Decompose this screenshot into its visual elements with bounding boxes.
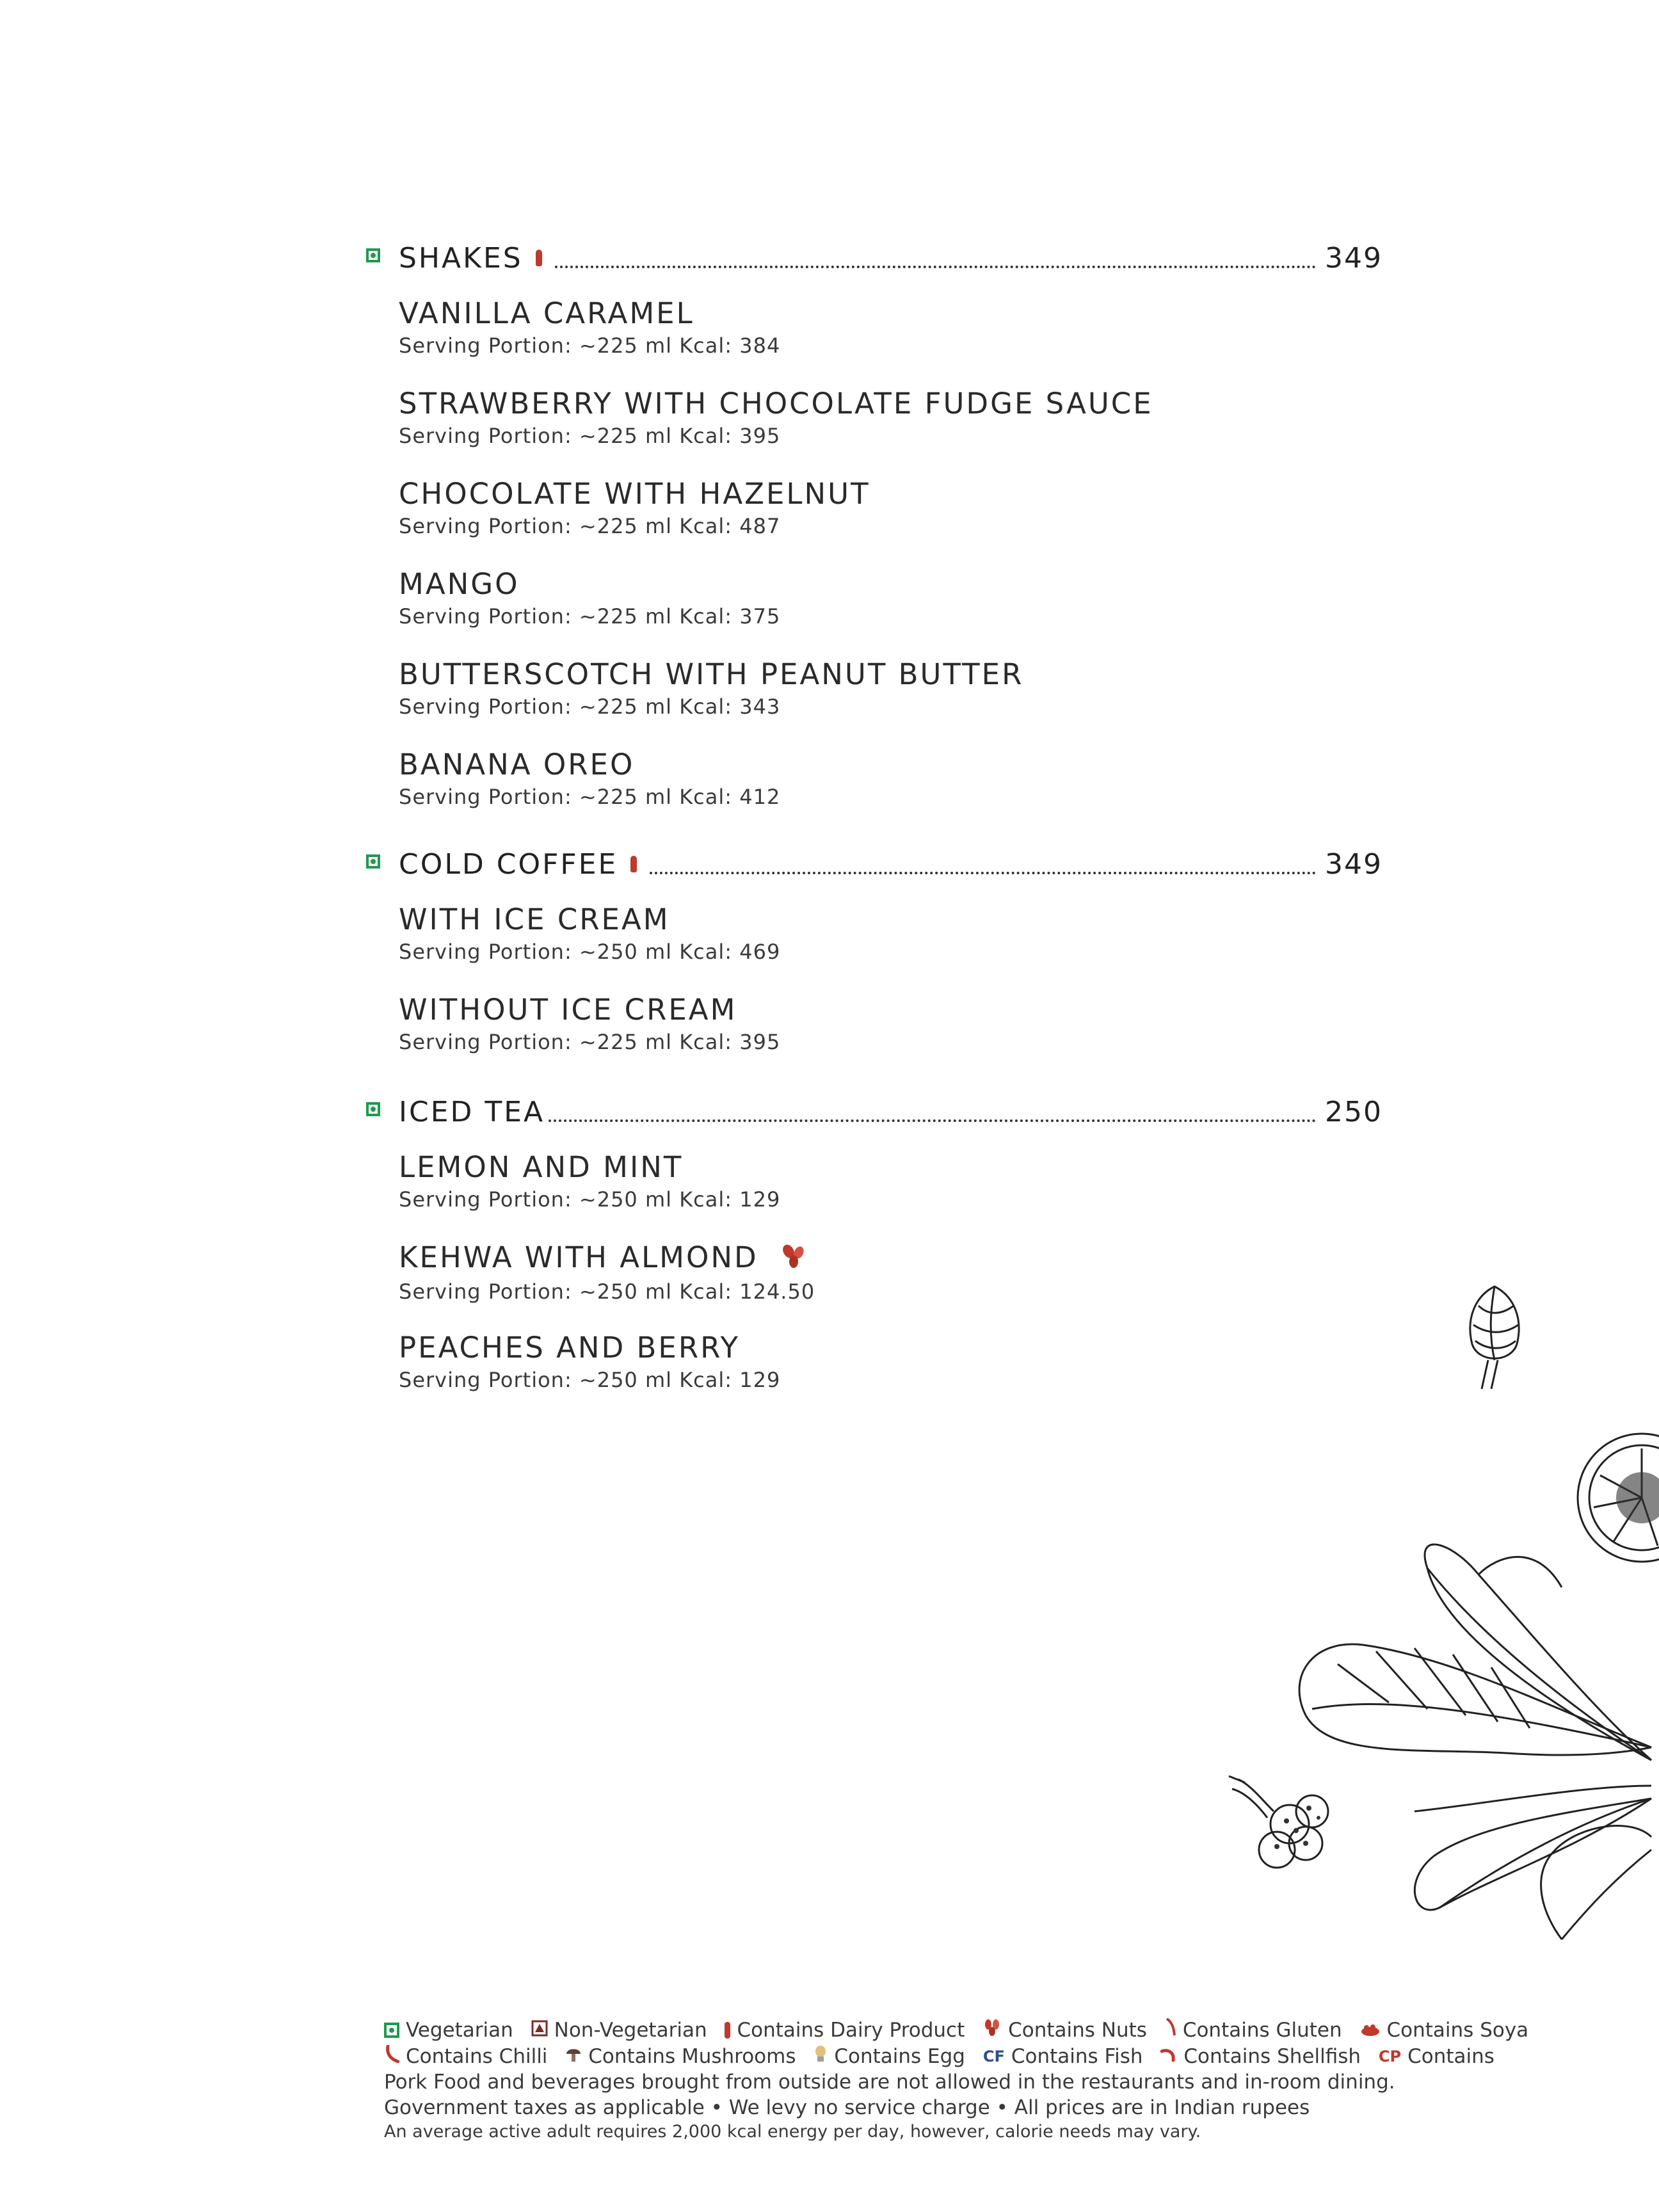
item-name: WITH ICE CREAM	[399, 902, 670, 936]
section-header	[358, 842, 1382, 886]
item-portion: Serving Portion: ~250 ml Kcal: 469	[399, 940, 781, 964]
item-portion: Serving Portion: ~225 ml Kcal: 395	[399, 424, 781, 448]
item-name: VANILLA CARAMEL	[399, 296, 694, 330]
shellfish-icon	[1160, 2044, 1177, 2069]
legend-mushrooms: Contains Mushrooms	[588, 2045, 796, 2068]
legend-shellfish: Contains Shellfish	[1183, 2045, 1361, 2068]
item-name: BUTTERSCOTCH WITH PEANUT BUTTER	[399, 657, 1024, 691]
footer	[384, 2016, 1529, 2144]
mushroom-icon	[565, 2044, 582, 2069]
section-shakes	[358, 236, 1382, 836]
leafy-vegetable-illustration	[1286, 1517, 1659, 1946]
item-name: CHOCOLATE WITH HAZELNUT	[399, 477, 870, 511]
section-header	[358, 1089, 1382, 1134]
item-portion: Serving Portion: ~225 ml Kcal: 343	[399, 694, 781, 719]
footer-kcal-note: An average active adult requires 2,000 kcal energy per day, however, calorie needs may vary.	[384, 2122, 1201, 2142]
section-price: 349	[1325, 241, 1382, 275]
veg-mark-icon	[384, 2023, 399, 2038]
section-header	[358, 236, 1382, 280]
footer-outside-food-line	[384, 2069, 1472, 2095]
pork-code-icon: CP	[1378, 2048, 1402, 2065]
veg-mark-icon	[366, 1102, 380, 1116]
section-title: COLD COFFEE	[399, 847, 618, 881]
menu-item	[399, 294, 1382, 385]
item-name-row	[399, 1238, 1382, 1279]
section-cold-coffee	[358, 842, 1382, 1081]
legend-egg: Contains Egg	[834, 2045, 965, 2068]
legend-chilli: Contains Chilli	[406, 2045, 548, 2068]
item-name: LEMON AND MINT	[399, 1150, 684, 1184]
dairy-icon	[536, 250, 542, 266]
item-name: WITHOUT ICE CREAM	[399, 993, 737, 1027]
legend-dairy: Contains Dairy Product	[737, 2018, 965, 2042]
veg-mark-icon	[366, 248, 380, 262]
item-portion: Serving Portion: ~250 ml Kcal: 129	[399, 1368, 781, 1392]
legend-vegetarian: Vegetarian	[406, 2018, 513, 2042]
leader-dots	[650, 872, 1316, 874]
leader-dots	[549, 1119, 1316, 1122]
menu-item	[399, 565, 1382, 655]
section-title: ICED TEA	[399, 1095, 545, 1128]
item-name: BANANA OREO	[399, 748, 635, 781]
soya-icon	[1360, 2017, 1381, 2043]
legend-non-vegetarian: Non-Vegetarian	[554, 2018, 707, 2042]
item-portion: Serving Portion: ~250 ml Kcal: 129	[399, 1187, 781, 1212]
item-portion: Serving Portion: ~225 ml Kcal: 395	[399, 1030, 781, 1054]
item-name: MANGO	[399, 567, 520, 601]
menu-item	[399, 1148, 1382, 1238]
menu-item	[399, 746, 1382, 836]
menu-item	[399, 655, 1382, 746]
item-name: PEACHES AND BERRY	[399, 1331, 740, 1365]
footer-outside-food: Food and beverages brought from outside are not allowed in the restaurants and in-room dining.	[433, 2071, 1395, 2094]
fish-code-icon: CF	[982, 2048, 1005, 2065]
legend-line-1	[384, 2016, 1529, 2043]
nuts-icon	[780, 1240, 808, 1279]
artichoke-illustration	[1453, 1280, 1536, 1392]
item-name: STRAWBERRY WITH CHOCOLATE FUDGE SAUCE	[399, 387, 1153, 421]
menu-item	[399, 991, 1382, 1081]
section-price: 250	[1325, 1095, 1382, 1128]
item-name: KEHWA WITH ALMOND	[399, 1240, 758, 1274]
legend-line-2	[384, 2043, 1495, 2070]
section-price: 349	[1325, 847, 1382, 881]
legend-soya: Contains Soya	[1386, 2018, 1529, 2042]
menu-item	[399, 1329, 1382, 1419]
dairy-icon	[725, 2022, 730, 2039]
item-portion: Serving Portion: ~250 ml Kcal: 124.50	[399, 1279, 815, 1304]
veg-mark-icon	[366, 854, 380, 869]
legend-pork-1: Contains	[1407, 2045, 1495, 2068]
menu-item	[399, 475, 1382, 565]
legend-nuts: Contains Nuts	[1008, 2018, 1147, 2042]
menu-item	[399, 385, 1382, 475]
item-portion: Serving Portion: ~225 ml Kcal: 375	[399, 604, 781, 629]
leader-dots	[555, 266, 1316, 268]
chilli-icon	[384, 2044, 399, 2069]
section-iced-tea	[358, 1089, 1382, 1419]
dairy-icon	[630, 856, 637, 872]
menu-item	[399, 1238, 1382, 1329]
non-veg-mark-icon	[531, 2017, 548, 2043]
item-portion: Serving Portion: ~225 ml Kcal: 412	[399, 785, 781, 809]
item-portion: Serving Portion: ~225 ml Kcal: 384	[399, 333, 781, 358]
legend-gluten: Contains Gluten	[1182, 2018, 1342, 2042]
legend-fish: Contains Fish	[1011, 2045, 1143, 2068]
section-title: SHAKES	[399, 241, 523, 275]
cauliflower-illustration	[1226, 1773, 1338, 1882]
footer-taxes: Government taxes as applicable • We levy no service charge • All prices are in Indian rupees	[384, 2096, 1310, 2119]
legend-pork-2: Pork	[384, 2071, 428, 2094]
menu-item	[399, 901, 1382, 991]
gluten-icon	[1165, 2017, 1176, 2043]
nuts-icon	[982, 2017, 1002, 2043]
egg-icon	[813, 2044, 828, 2069]
item-portion: Serving Portion: ~225 ml Kcal: 487	[399, 514, 781, 538]
